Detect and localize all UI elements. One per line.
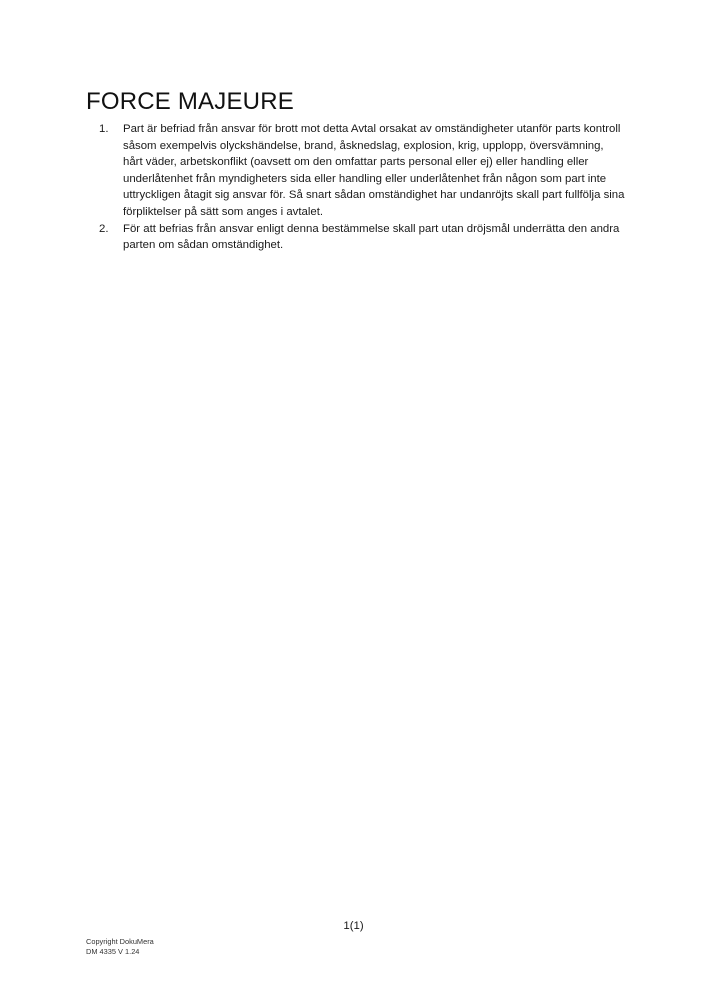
clause-list <box>86 121 626 254</box>
footer-copyright: Copyright DokuMera <box>86 937 154 946</box>
clause-text: Part är befriad från ansvar för brott mot detta Avtal orsakat av omständigheter utanför parts kontroll såsom exempelvis olyckshändelse, brand, åsknedslag, explosion, krig, upplopp, översvämning, hårt väder, arbetskonflikt (oavsett om den omfattar parts personal eller ej) eller handling eller underlåtenhet från myndigheters sida eller handling eller underlåtenhet från någon som part inte uttryckligen åtagit sig ansvar för. Så snart sådan omständighet har undanröjts skall part fullfölja sina förpliktelser på sätt som anges i avtalet. <box>123 123 625 218</box>
clause-text: För att befrias från ansvar enligt denna bestämmelse skall part utan dröjsmål underrätta den andra parten om sådan omständighet. <box>123 222 620 252</box>
clause-item <box>86 221 626 254</box>
document-title: FORCE MAJEURE <box>86 88 294 115</box>
clause-number: 1. <box>99 123 109 135</box>
clause-number: 2. <box>99 222 109 235</box>
clause-item <box>86 121 626 221</box>
page-number: 1(1) <box>343 920 364 932</box>
footer <box>86 937 154 957</box>
footer-doc-id: DM 4335 V 1.24 <box>86 947 140 956</box>
